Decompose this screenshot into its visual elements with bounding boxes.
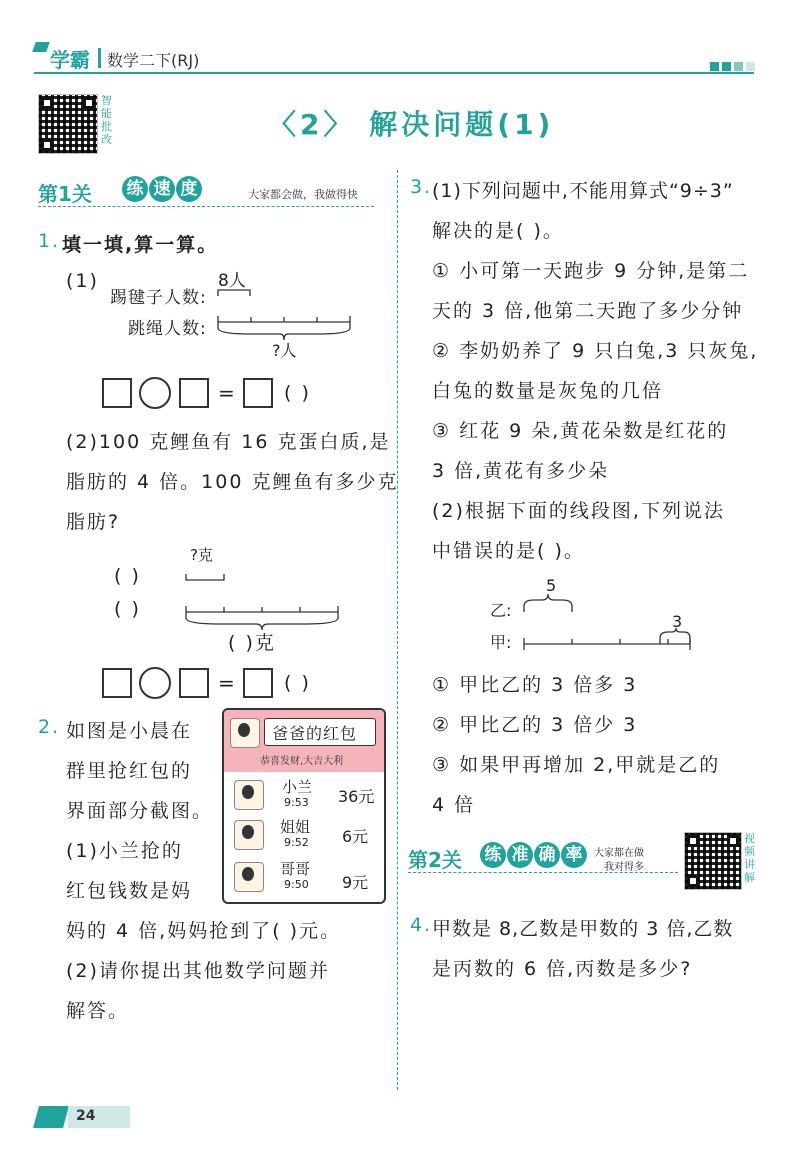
q3-opt3a: ③ 红花 9 朵,黄花朵数是红花的 bbox=[432, 420, 729, 442]
header-subject: 数学二下(RJ) bbox=[107, 51, 200, 70]
qr-video-label: 视频讲解 bbox=[744, 832, 755, 884]
q4-number: 4. bbox=[410, 914, 433, 936]
q2-line: 界面部分截图。 bbox=[66, 800, 214, 822]
gege-avatar bbox=[234, 862, 264, 892]
level1-prefix: 第1关 bbox=[38, 182, 92, 206]
q1-part2-line3: 脂肪? bbox=[66, 511, 121, 533]
operator-circle[interactable] bbox=[139, 667, 171, 699]
unit-blank[interactable]: ( ) bbox=[284, 382, 311, 404]
jianzi-label: 踢毽子人数: bbox=[110, 288, 207, 308]
q2-line: (1)小兰抢的 bbox=[66, 840, 183, 862]
qr-code-icon[interactable] bbox=[684, 832, 742, 890]
q3-number: 3. bbox=[410, 176, 433, 198]
answer-box[interactable] bbox=[243, 668, 273, 698]
fig2-blank-1[interactable]: ( ) bbox=[114, 565, 141, 587]
yi-brace bbox=[524, 594, 572, 612]
level2-slogan2: 我对得多 bbox=[604, 862, 644, 873]
fig2-blank-2[interactable]: ( ) bbox=[114, 598, 141, 620]
entry-time: 9:50 bbox=[284, 878, 309, 891]
q4-line1: 甲数是 8,乙数是甲数的 3 倍,乙数 bbox=[432, 918, 734, 940]
q3-choice2: ② 甲比乙的 3 倍少 3 bbox=[432, 714, 638, 736]
xiaolan-avatar bbox=[234, 780, 264, 810]
q2-line: 解答。 bbox=[66, 1000, 130, 1022]
q3-opt2b: 白兔的数量是灰兔的几倍 bbox=[432, 380, 664, 402]
level2-prefix: 第2关 bbox=[408, 848, 462, 872]
red-envelope-card bbox=[222, 708, 386, 904]
q3-opt3b: 3 倍,黄花有多少朵 bbox=[432, 460, 610, 482]
jianzi-value: 8人 bbox=[218, 271, 246, 291]
fig-value-5: 5 bbox=[546, 576, 557, 595]
jiejie-avatar bbox=[234, 820, 264, 850]
fig2-unknown: ?克 bbox=[190, 546, 213, 564]
entry-time: 9:52 bbox=[284, 836, 309, 849]
level1-slogan: 大家都会做，我做得快 bbox=[248, 188, 358, 201]
card-subtitle: 恭喜发财,大吉大利 bbox=[260, 756, 344, 767]
q2-line: 如图是小晨在 bbox=[66, 720, 193, 742]
q3-part2a: (2)根据下面的线段图,下列说法 bbox=[432, 500, 725, 522]
q3-opt1b: 天的 3 倍,他第二天跑了多少分钟 bbox=[432, 300, 744, 322]
q3-choice1: ① 甲比乙的 3 倍多 3 bbox=[432, 674, 638, 696]
dad-avatar bbox=[230, 718, 260, 748]
card-title: 爸爸的红包 bbox=[272, 724, 358, 743]
q1-part2-line2: 脂肪的 4 倍。100 克鲤鱼有多少克 bbox=[66, 471, 399, 493]
q3-choice3b: 4 倍 bbox=[432, 794, 476, 816]
entry-name: 小兰 bbox=[282, 778, 313, 796]
level2-header bbox=[408, 832, 758, 888]
level2-slogan1: 大家都在做 bbox=[594, 848, 644, 859]
entry-time: 9:53 bbox=[284, 796, 309, 809]
q1-part1-label: (1) bbox=[66, 270, 99, 292]
q3-line1: (1)下列问题中,不能用算式“9÷3” bbox=[432, 180, 734, 202]
q1-heading: 填一填,算一算。 bbox=[62, 234, 219, 256]
lesson-title-text: 解决问题(1) bbox=[369, 108, 555, 141]
page-number: 24 bbox=[76, 1108, 96, 1124]
q3-line2: 解决的是( )。 bbox=[432, 220, 564, 242]
entry-name: 哥哥 bbox=[280, 860, 311, 878]
fig-yi-label: 乙: bbox=[490, 601, 512, 620]
q2-line: 群里抢红包的 bbox=[66, 760, 193, 782]
q3-part2b: 中错误的是( )。 bbox=[432, 540, 585, 562]
fig-jia-label: 甲: bbox=[490, 633, 512, 652]
jia-extra-brace bbox=[660, 628, 690, 644]
level2-name: 练 准 确 率 bbox=[480, 842, 588, 868]
q2-line: (2)请你提出其他数学问题并 bbox=[66, 960, 330, 982]
q1-number: 1. bbox=[38, 230, 61, 252]
q3-opt1a: ① 小可第一天跑步 9 分钟,是第二 bbox=[432, 260, 750, 282]
q3-choice3a: ③ 如果甲再增加 2,甲就是乙的 bbox=[432, 754, 721, 776]
fig2-total[interactable]: ( )克 bbox=[228, 632, 276, 654]
qr-top-label: 智能批改 bbox=[101, 94, 112, 146]
header-logo: 学霸 bbox=[50, 48, 90, 72]
q2-line: 红包钱数是妈 bbox=[66, 880, 193, 902]
level1-name: 练 速 度 bbox=[122, 176, 203, 202]
q3-opt2a: ② 李奶奶养了 9 只白兔,3 只灰兔, bbox=[432, 340, 759, 362]
q2-line: 妈的 4 倍,妈妈抢到了( )元。 bbox=[66, 920, 342, 942]
lesson-title: 〈2〉 解决问题(1) bbox=[268, 108, 555, 141]
q4-line2: 是丙数的 6 倍,丙数是多少? bbox=[432, 958, 693, 980]
entry-name: 姐姐 bbox=[280, 818, 311, 836]
unit-blank[interactable]: ( ) bbox=[284, 672, 311, 694]
entry-amount: 36元 bbox=[338, 787, 375, 806]
lesson-number: 2 bbox=[300, 108, 324, 141]
q1-part2-line1: (2)100 克鲤鱼有 16 克蛋白质,是 bbox=[66, 431, 391, 453]
q2-number: 2. bbox=[38, 716, 61, 738]
answer-box[interactable] bbox=[179, 668, 209, 698]
tiaosheng-label: 跳绳人数: bbox=[128, 319, 207, 339]
answer-box[interactable] bbox=[102, 668, 132, 698]
pencil-icon bbox=[33, 1106, 69, 1128]
entry-amount: 6元 bbox=[342, 827, 369, 846]
entry-amount: 9元 bbox=[342, 873, 369, 892]
tiaosheng-unknown: ?人 bbox=[272, 341, 297, 360]
fig-value-3: 3 bbox=[672, 612, 683, 631]
